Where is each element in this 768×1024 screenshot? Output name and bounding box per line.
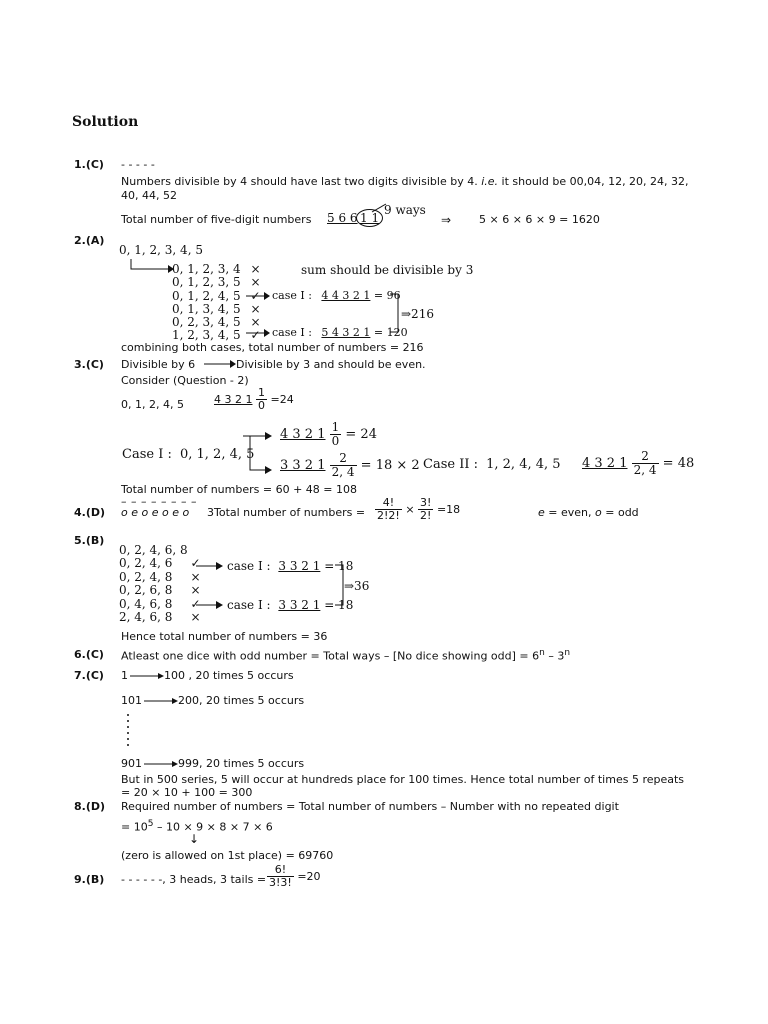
q2-row: 0, 1, 2, 3, 5 × <box>172 275 261 290</box>
q7-vertical-dots <box>125 712 131 748</box>
q2-branch-arrow <box>128 258 174 274</box>
q5-case2: case I : 3 3 2 1 = 18 <box>227 598 354 612</box>
q5-row: 0, 2, 4, 8 × <box>119 569 201 584</box>
q1-digits: 5 6 6 <box>327 211 358 225</box>
q2-case1: case I : 4 4 3 2 1 = 96 <box>272 289 401 302</box>
q7-arrow <box>142 697 178 705</box>
q4-label: 4.(D) <box>74 506 106 519</box>
q2-combined: combining both cases, total number of numbers = 216 <box>121 341 424 354</box>
q5-case1-arrow <box>196 561 224 571</box>
q3-fraction: $\frac{1}{0}$ <box>257 386 265 413</box>
q5-set: 0, 2, 4, 6, 8 <box>119 543 188 557</box>
q3-case2: Case II : 1, 2, 4, 4, 5 <box>423 457 561 472</box>
q2-label: 2.(A) <box>74 234 105 247</box>
q9-label: 9.(B) <box>74 873 105 886</box>
q2-case2: case I : 5 4 3 2 1 = 120 <box>272 326 408 339</box>
q2-case1-arrow <box>246 291 270 301</box>
q7-line1: 1 100 , 20 times 5 occurs <box>121 669 294 682</box>
q3-example: 4 3 2 1 $\frac{1}{0}$ =24 <box>214 386 294 413</box>
q2-case2-arrow <box>246 328 270 338</box>
q4-mid: 3Total number of numbers = <box>207 506 366 519</box>
q3-label: 3.(C) <box>74 358 104 371</box>
q3-line1b: Divisible by 3 and should be even. <box>236 358 426 371</box>
q2-row: 0, 2, 3, 4, 5 × <box>172 315 261 330</box>
q5-row: 0, 2, 4, 6 ✓ <box>119 556 201 571</box>
q7-arrow <box>128 672 164 680</box>
q2-set: 0, 1, 2, 3, 4, 5 <box>119 243 203 257</box>
q2-row: 0, 1, 3, 4, 5 × <box>172 301 261 316</box>
q1-text-line1: Numbers divisible by 4 should have last two digits divisible by 4. i.e. it should be 00,04, 12, 20, 24, 32, <box>121 175 689 188</box>
q9-calc: $\frac{6!}{3!3!}$ =20 <box>269 863 321 890</box>
q8-line3: (zero is allowed on 1st place) = 69760 <box>121 849 334 862</box>
q1-circled-digits: 1 1 <box>356 209 383 227</box>
q1-dashes: - - - - - <box>121 158 155 171</box>
q5-row: 0, 4, 6, 8 ✓ <box>119 596 201 611</box>
q3-set: 0, 1, 2, 4, 5 <box>121 398 184 411</box>
q5-label: 5.(B) <box>74 534 105 547</box>
q5-subsets <box>119 544 201 624</box>
q7-line3: 901 999, 20 times 5 occurs <box>121 757 305 770</box>
q6-text: Atleast one dice with odd number = Total ways – [No dice showing $odd] = 6^n - 3^n$ <box>121 648 571 663</box>
q7-but-line1: But in 500 series, 5 will occur at hundreds place for 100 times. Hence total number of times 5 repeats <box>121 773 685 786</box>
q9-text: - - - - - -, 3 heads, 3 tails = <box>121 873 267 886</box>
q5-case2-arrow <box>196 600 224 610</box>
q5-total: ⇒36 <box>344 579 370 593</box>
q6-label: 6.(C) <box>74 648 104 661</box>
q3-line1a: Divisible by 6 <box>121 358 196 371</box>
q3-case1-fork <box>241 430 273 476</box>
q2-row: 0, 1, 2, 3, 4 × <box>172 262 261 276</box>
q8-down-arrow: ↓ <box>189 832 200 846</box>
q1-text-line2: 40, 44, 52 <box>121 189 177 202</box>
q3-upper: 4 3 2 1 $\frac{1}{0}$ = 24 <box>280 420 377 449</box>
q2-row: 1, 2, 3, 4, 5 ✓ <box>172 328 261 343</box>
q1-ways: 9 ways <box>384 203 426 217</box>
q3-total: Total number of numbers = 60 + 48 = 108 <box>121 483 357 496</box>
q5-row: 2, 4, 6, 8 × <box>119 610 201 625</box>
q4-calc: $\frac{4!}{2!2!}$ × $\frac{3!}{2!}$ =18 <box>377 496 461 523</box>
q4-dash-marks: – – – – – – – – <box>121 495 197 508</box>
q4-legend: e = even, o = odd <box>538 506 639 519</box>
q2-total: ⇒216 <box>401 307 434 321</box>
q1-total-label: Total number of five-digit numbers <box>121 213 312 226</box>
q3-consider: Consider (Question - 2) <box>121 374 249 387</box>
q7-but-line2: = 20 × 10 + 100 = 300 <box>121 786 253 799</box>
q5-row: 0, 2, 6, 8 × <box>119 583 201 598</box>
q3-lower: 3 3 2 1 $\frac{2}{2, 4}$ = 18 × 2 <box>280 451 420 480</box>
q7-arrow <box>142 760 178 768</box>
q3-case1: Case I : 0, 1, 2, 4, 5 <box>122 447 255 462</box>
q3-case2-calc: 4 3 2 1 $\frac{2}{2, 4}$ = 48 <box>582 449 695 478</box>
q1-implies: ⇒ <box>441 213 452 227</box>
q2-row: 0, 1, 2, 4, 5 ✓ <box>172 288 261 303</box>
q2-note: sum should be divisible by 3 <box>301 263 474 277</box>
q8-label: 8.(D) <box>74 800 106 813</box>
q3-arrow <box>204 359 236 369</box>
q7-line2: 101 200, 20 times 5 occurs <box>121 694 305 707</box>
page-title: Solution <box>72 114 139 130</box>
q5-hence: Hence total number of numbers = 36 <box>121 630 328 643</box>
q7-label: 7.(C) <box>74 669 104 682</box>
q8-line2: = $10^5 - 10 \times 9 \times 8 \times 7 \times 6$ <box>121 819 273 834</box>
q4-pattern: o e o e o e o <box>121 506 190 519</box>
q8-line1: Required number of numbers = Total number of numbers – Number with no repeated digit <box>121 800 619 813</box>
q5-case1: case I : 3 3 2 1 = 18 <box>227 559 354 573</box>
q1-result: 5 × 6 × 6 × 9 = 1620 <box>479 213 600 226</box>
q1-label: 1.(C) <box>74 158 104 171</box>
